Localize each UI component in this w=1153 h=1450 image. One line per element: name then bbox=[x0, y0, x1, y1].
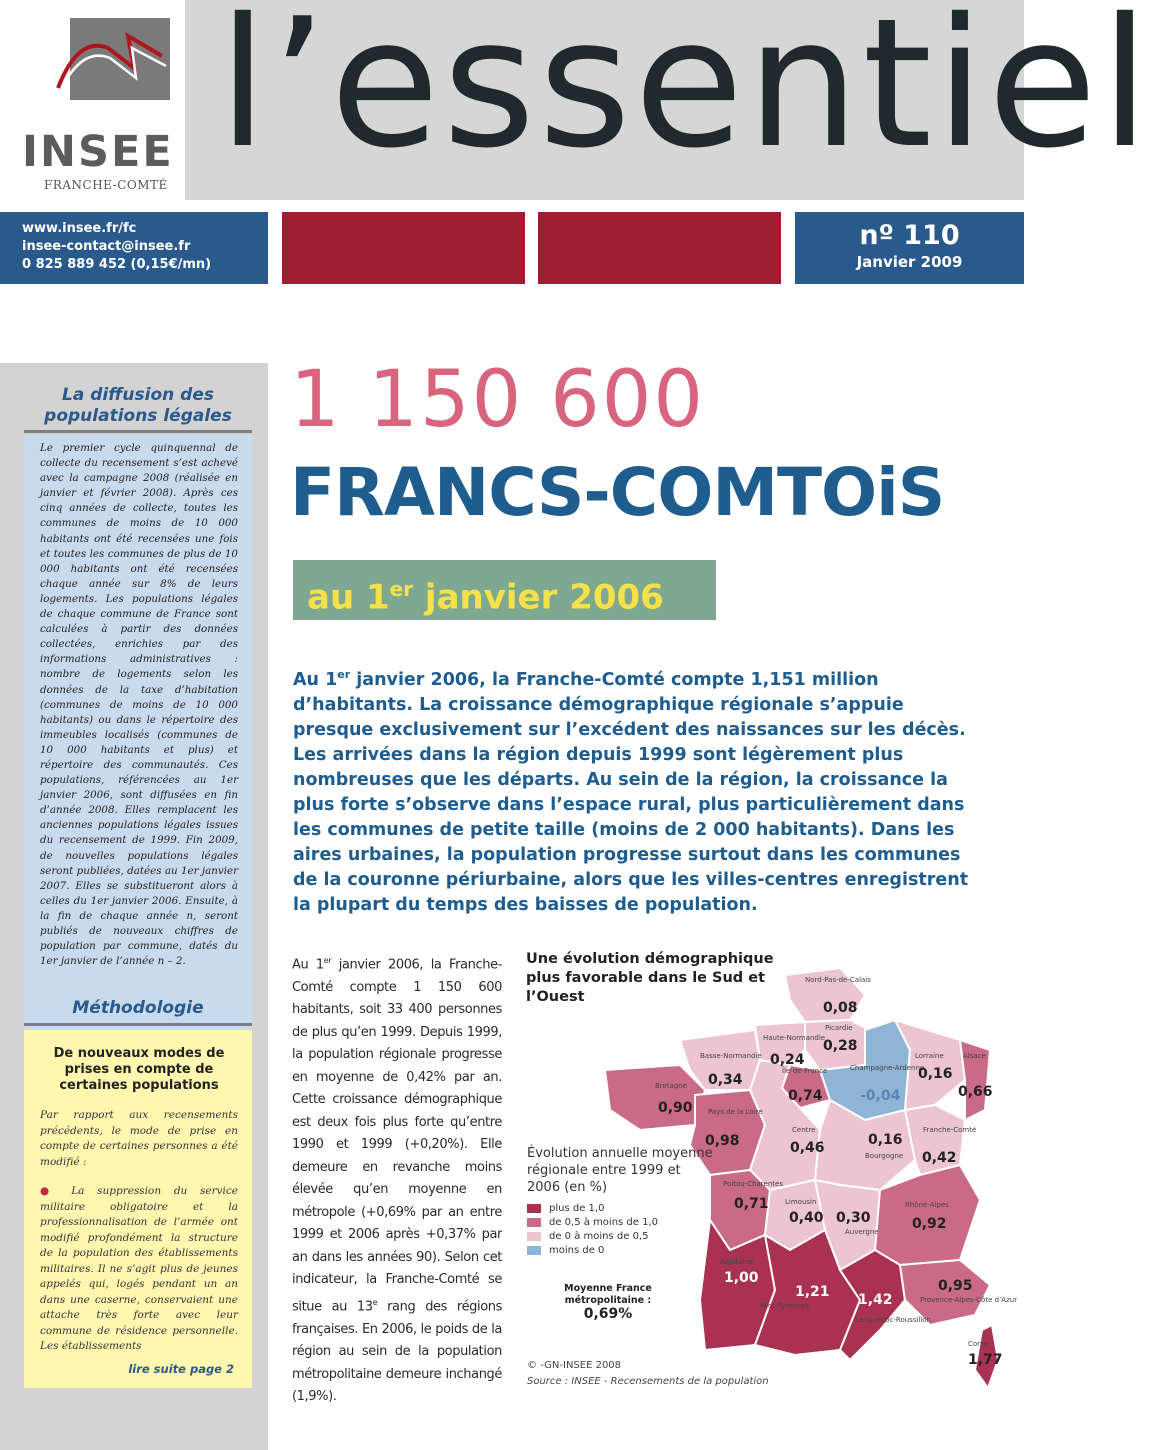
region-value: 0,66 bbox=[958, 1084, 993, 1100]
region-value: 0,46 bbox=[790, 1140, 825, 1156]
region-value: 1,00 bbox=[724, 1270, 759, 1286]
region-name-label: Alsace bbox=[963, 1052, 986, 1060]
region-name-label: Languedoc-Roussillon bbox=[855, 1316, 932, 1324]
region-name-label: Poitou-Charentes bbox=[723, 1180, 783, 1188]
legend-item: plus de 1,0 bbox=[527, 1203, 604, 1214]
legend-title: Évolution annuelle moyenne régionale entre 1999 et 2006 (en %) bbox=[527, 1146, 713, 1195]
region-value: 0,98 bbox=[705, 1133, 740, 1149]
region-value: 0,28 bbox=[823, 1038, 858, 1054]
region-value: 0,71 bbox=[734, 1196, 769, 1212]
insee-logo-mark-icon bbox=[70, 18, 170, 100]
methodology-box bbox=[24, 1030, 252, 1388]
map-title: Une évolution démographique plus favorable dans le Sud et l’Ouest bbox=[526, 951, 774, 1005]
bullet-icon: ● bbox=[40, 1185, 59, 1197]
insee-logo bbox=[0, 0, 185, 200]
region-value: 0,92 bbox=[912, 1216, 947, 1232]
region-name-label: Aquitaine bbox=[720, 1258, 754, 1266]
region-value: 0,74 bbox=[788, 1088, 823, 1104]
region-name-label: Picardie bbox=[825, 1024, 853, 1032]
date-banner-text: au 1er janvier 2006 bbox=[307, 577, 664, 618]
lead-paragraph: Au 1er janvier 2006, la Franche-Comté compte 1,151 million d’habitants. La croissance démographique régionale s’appuie presque exclusivement sur l’excédent des naissances sur les décès. Les arrivées dans la région depuis 1999 sont légèrement plus nombreuses que les départs. Au sein de la région, la croissance la plus forte s’observe dans l’espace rural, plus particulièrement dans les communes de petite taille (moins de 2 000 habitants). Dans les aires urbaines, la population progresse surtout dans les communes de la couronne périurbaine, alors que les villes-centres enregistrent la plupart du temps des baisses de population. bbox=[293, 668, 969, 915]
legend-swatch bbox=[527, 1218, 541, 1227]
region-value: 0,08 bbox=[823, 1000, 858, 1016]
region-name-label: Lorraine bbox=[915, 1052, 944, 1060]
region-name-label: Corse bbox=[968, 1340, 989, 1348]
diffusion-title: La diffusion des populations légales bbox=[44, 385, 232, 426]
legend-item: de 0,5 à moins de 1,0 bbox=[527, 1217, 658, 1228]
headline-number: 1 150 600 bbox=[290, 355, 705, 445]
contact-block bbox=[0, 212, 268, 284]
divider bbox=[24, 430, 252, 433]
diffusion-text: Le premier cycle quinquennal de collecte du recensement s’est achevé avec la campagne 2008 (réalisée en janvier et février 2008). Après ces cinq années de collecte, toutes les communes de moins de 10 000 habitants ont été recensées une fois et toutes les communes de plus de 10 000 habitants ont été recensées chaque année sur 8% de leurs logements. Les populations légales de chaque commune de France sont calculées à partir des données collectées, enrichies par des informations administratives : nombre de logements selon les données de la taxe d’habitation (communes de moins de 10 000 habitants) ou dans le répertoire des immeubles localisés (communes de 10 000 habitants et plus) et répertoire des communautés. Ces populations, référencées au 1er janvier 2006, sont diffusées en fin d’année 2008. Elles remplacent les anciennes populations légales issues du recensement de 1999. Fin 2009, de nouvelles populations légales seront publiées, datées au 1er janvier 2007. Elles se substitueront alors à celles du 1er janvier 2006. Ensuite, à la fin de chaque année n, seront publiés de nouveaux chiffres de population par commune, datés du 1er janvier de l’année n – 2. bbox=[24, 435, 252, 1047]
legend-swatch bbox=[527, 1204, 541, 1213]
methodology-title: Méthodologie bbox=[72, 998, 204, 1018]
divider bbox=[24, 1023, 252, 1026]
legend-swatch bbox=[527, 1246, 541, 1255]
methodology-bullet-text: La suppression du service militaire obligatoire et la professionnalisation de l’armée ont modifié profondément la structure de la population des établissements militaires. Il ne s’agit plus de jeunes appelés qui, logés pendant un an dans une caserne, conservaient une attache très forte avec leur commune de résidence personnelle. Les établissements bbox=[40, 1185, 238, 1352]
region-name-label: Champagne-Ardenne bbox=[850, 1064, 925, 1072]
logo-wordmark: INSEE bbox=[22, 127, 174, 177]
region-value: 0,16 bbox=[868, 1132, 903, 1148]
legend-item: moins de 0 bbox=[527, 1245, 604, 1256]
region-name-label: Bourgogne bbox=[865, 1152, 904, 1160]
region-name-label: Pays de la Loire bbox=[708, 1108, 763, 1116]
methodology-bullet bbox=[40, 1184, 238, 1355]
methodology-heading: De nouveaux modes de prises en compte de certaines populations bbox=[53, 1046, 225, 1093]
region-value: 0,24 bbox=[770, 1052, 805, 1068]
region-value: 1,77 bbox=[968, 1352, 1003, 1368]
region-value: 0,34 bbox=[708, 1072, 743, 1088]
region-value: 0,40 bbox=[789, 1210, 824, 1226]
region-value: -0,04 bbox=[860, 1088, 901, 1104]
issue-date: Janvier 2009 bbox=[856, 253, 963, 271]
legend-item: de 0 à moins de 0,5 bbox=[527, 1231, 648, 1242]
region-name-label: Basse-Normandie bbox=[700, 1052, 762, 1060]
region-bretagne bbox=[605, 1065, 705, 1130]
region-value: 0,42 bbox=[922, 1150, 957, 1166]
logo-region: FRANCHE-COMTÉ bbox=[44, 178, 168, 192]
region-name-label: Provence-Alpes-Côte d’Azur bbox=[920, 1296, 1018, 1304]
region-value: 0,16 bbox=[918, 1066, 953, 1082]
headline-title: FRANCS-COMTOiS bbox=[290, 454, 945, 531]
issue-number: nº 110 bbox=[859, 220, 960, 251]
region-name-label: Rhône-Alpes bbox=[905, 1201, 949, 1209]
region-name-label: Limousin bbox=[785, 1198, 817, 1206]
masthead-header bbox=[0, 0, 1153, 200]
sidebar bbox=[0, 363, 268, 1450]
region-value: 0,90 bbox=[658, 1100, 693, 1116]
phone-number: 0 825 889 452 (0,15€/mn) bbox=[22, 257, 212, 272]
issue-block bbox=[795, 212, 1024, 284]
region-value: 0,30 bbox=[836, 1210, 871, 1226]
region-name-label: Île-de-France bbox=[782, 1067, 828, 1075]
average-label: Moyenne France métropolitaine : bbox=[564, 1283, 652, 1306]
masthead-title: l’essentiel bbox=[218, 0, 1153, 187]
region-value: 0,95 bbox=[938, 1278, 973, 1294]
region-name-label: Centre bbox=[792, 1126, 816, 1134]
region-name-label: Auvergne bbox=[845, 1228, 879, 1236]
read-more-link[interactable]: lire suite page 2 bbox=[128, 1362, 234, 1376]
email-link[interactable]: insee-contact@insee.fr bbox=[22, 239, 191, 254]
region-name-label: Midi-Pyrénées bbox=[760, 1302, 809, 1310]
region-name-label: Bretagne bbox=[655, 1082, 688, 1090]
decorative-band bbox=[538, 212, 781, 284]
region-value: 1,21 bbox=[795, 1284, 830, 1300]
body-paragraph: Au 1er janvier 2006, la Franche-Comté compte 1 150 600 habitants, soit 33 400 personnes de plus qu’en 1999. Depuis 1999, la population régionale progresse en moyenne de 0,42% par an. Cette croissance démographique est deux fois plus forte qu’entre 1990 et 1999 (+0,20%). Elle demeure en revanche moins élevée qu’en moyenne en métropole (+0,69% par an entre 1999 et 2006 après +0,37% par an dans les années 90). Selon cet indicateur, la Franche-Comté se situe au 13e rang des régions françaises. En 2006, le poids de la région au sein de la population métropolitaine demeure inchangé (1,9%). bbox=[292, 956, 502, 1405]
map-source: Source : INSEE - Recensements de la population bbox=[527, 1376, 769, 1387]
average-value: 0,69% bbox=[583, 1306, 633, 1322]
website-link[interactable]: www.insee.fr/fc bbox=[22, 221, 137, 236]
map-copyright: © -GN-INSEE 2008 bbox=[527, 1360, 622, 1371]
region-name-label: Nord-Pas-de-Calais bbox=[805, 976, 871, 984]
region-name-label: Franche-Comté bbox=[923, 1126, 977, 1134]
decorative-band bbox=[282, 212, 525, 284]
methodology-intro: Par rapport aux recensements précédents, le mode de prise en compte de certaines personnes a été modifié : bbox=[40, 1109, 238, 1168]
legend-swatch bbox=[527, 1232, 541, 1241]
region-name-label: Haute-Normandie bbox=[763, 1034, 826, 1042]
region-value: 1,42 bbox=[858, 1292, 893, 1308]
